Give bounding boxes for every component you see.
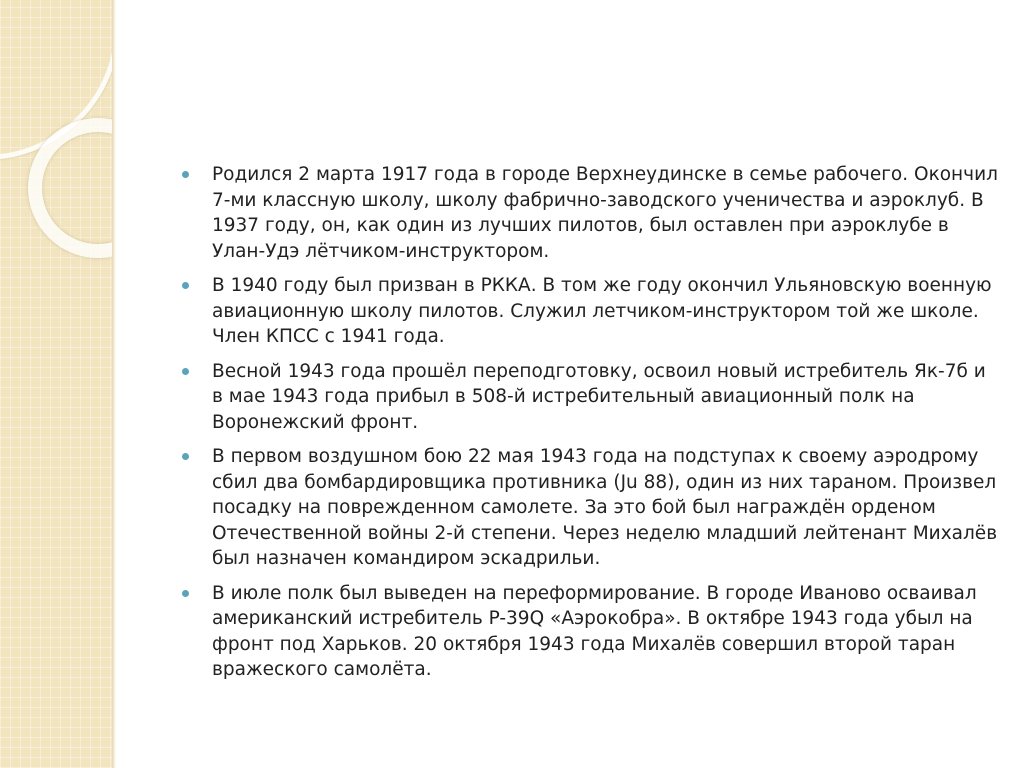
bullet-dot-icon — [182, 282, 189, 289]
bullet-item-2 — [180, 273, 1000, 350]
bullet-item-1 — [180, 162, 1000, 264]
bullet-dot-icon — [182, 453, 189, 460]
bullet-item-5 — [180, 581, 1000, 683]
decorative-side-panel — [0, 0, 112, 768]
bullet-text: Родился 2 марта 1917 года в городе Верхнеудинске в семье рабочего. Окончил 7-ми классную школу, школу фабрично-заводского ученичества и аэроклуб. В 1937 году, он, как один из лучших пилотов, был оставлен при аэроклубе в Улан-Удэ лётчиком-инструктором. — [212, 164, 998, 262]
slide-content — [180, 162, 1000, 692]
bullet-list — [180, 162, 1000, 683]
bullet-dot-icon — [182, 590, 189, 597]
bullet-text: Весной 1943 года прошёл переподготовку, освоил новый истребитель Як-7б и в мае 1943 года прибыл в 508-й истребительный авиационный полк на Воронежский фронт. — [212, 360, 986, 433]
bullet-text: В первом воздушном бою 22 мая 1943 года на подступах к своему аэродрому сбил два бомбардировщика противника (Ju 88), один из них тараном. Произвел посадку на поврежденном самолете. За это бой был награждён орденом Отечественной войны 2-й степени. Через неделю младший лейтенант Михалёв был назначен командиром эскадрильи. — [212, 446, 998, 569]
side-panel-edge — [112, 0, 116, 768]
bullet-dot-icon — [182, 171, 189, 178]
bullet-text: В июле полк был выведен на переформирование. В городе Иваново осваивал американский истребитель P-39Q «Аэрокобра». В октябре 1943 года убыл на фронт под Харьков. 20 октября 1943 года Михалёв совершил второй таран вражеского самолёта. — [212, 582, 977, 680]
bullet-item-3 — [180, 359, 1000, 436]
bullet-dot-icon — [182, 368, 189, 375]
bullet-item-4 — [180, 444, 1000, 572]
bullet-text: В 1940 году был призван в РККА. В том же году окончил Ульяновскую военную авиационную школу пилотов. Служил летчиком-инструктором той же школе. Член КПСС с 1941 года. — [212, 275, 992, 347]
